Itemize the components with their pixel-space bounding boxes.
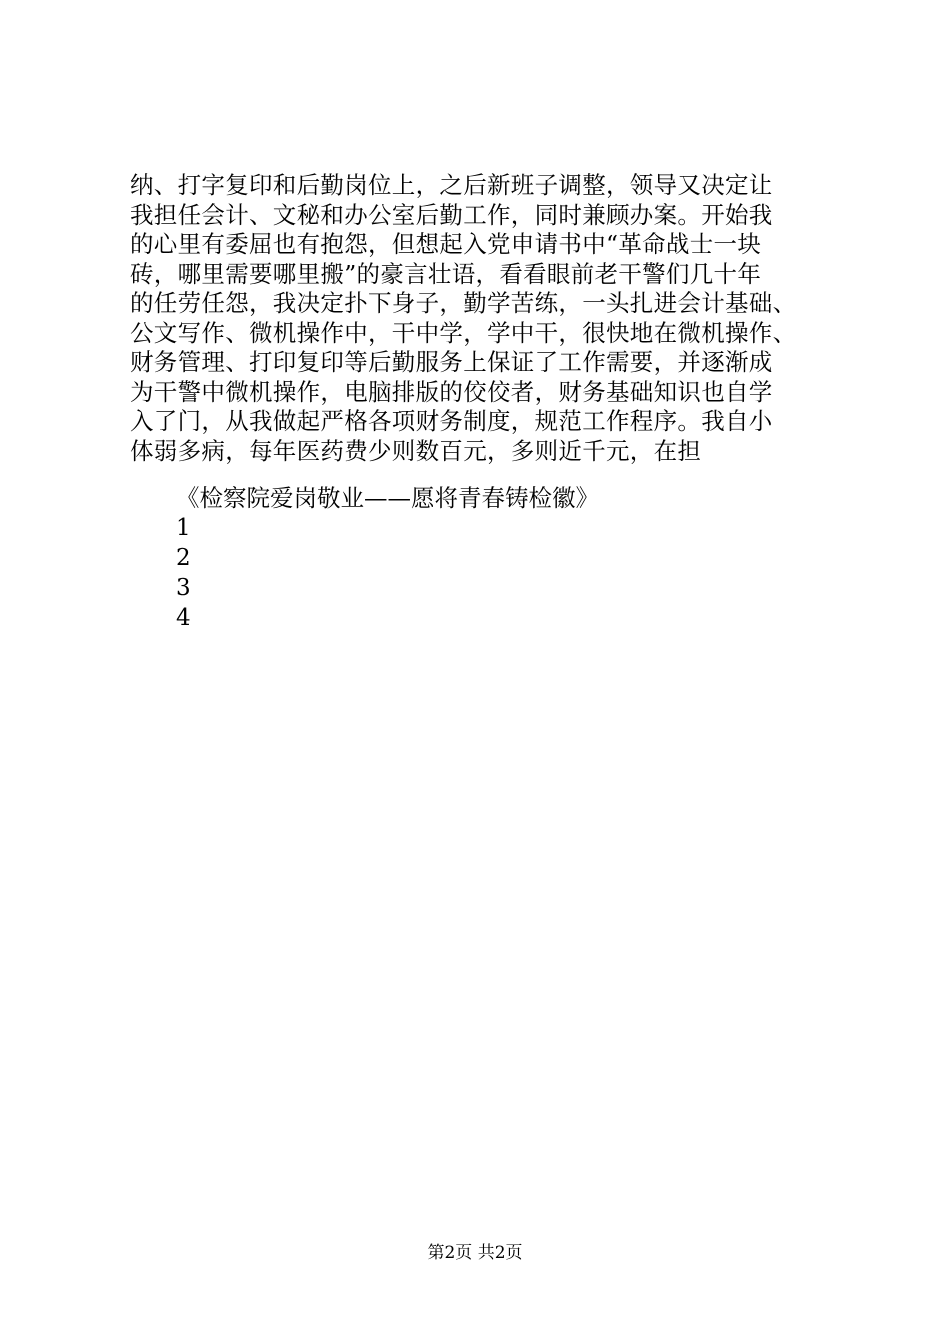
body-line: 入了门，从我做起严格各项财务制度，规范工作程序。我自小 [130, 407, 773, 435]
body-line: 砖，哪里需要哪里搬”的豪言壮语，看看眼前老干警们几十年 [130, 259, 762, 288]
body-line: 财务管理、打印复印等后勤服务上保证了工作需要，并逐渐成 [130, 348, 773, 376]
body-line: 的心里有委屈也有抱怨，但想起入党申请书中“革命战士一块 [130, 230, 762, 258]
body-line: 纳、打字复印和后勤岗位上，之后新班子调整，领导又决定让 [130, 171, 773, 199]
body-paragraph [130, 171, 850, 466]
document-title: 《检察院爱岗敬业——愿将青春铸检徽》 [176, 484, 599, 512]
page-footer: 第2页 共2页 [427, 1243, 523, 1263]
page-number-item: 1 [176, 515, 191, 541]
body-line: 我担任会计、文秘和办公室后勤工作，同时兼顾办案。开始我 [130, 200, 773, 229]
page-number-item: 2 [176, 545, 191, 571]
body-line: 公文写作、微机操作中，干中学，学中干，很快地在微机操作、 [130, 318, 797, 347]
body-line: 的任劳任怨，我决定扑下身子，勤学苦练，一头扎进会计基础、 [130, 289, 797, 317]
page-number-item: 4 [176, 605, 191, 631]
body-line: 体弱多病，每年医药费少则数百元，多则近千元，在担 [130, 436, 702, 465]
body-line: 为干警中微机操作，电脑排版的佼佼者，财务基础知识也自学 [130, 377, 773, 406]
page-number-item: 3 [176, 575, 191, 601]
page-number-list [176, 513, 191, 633]
